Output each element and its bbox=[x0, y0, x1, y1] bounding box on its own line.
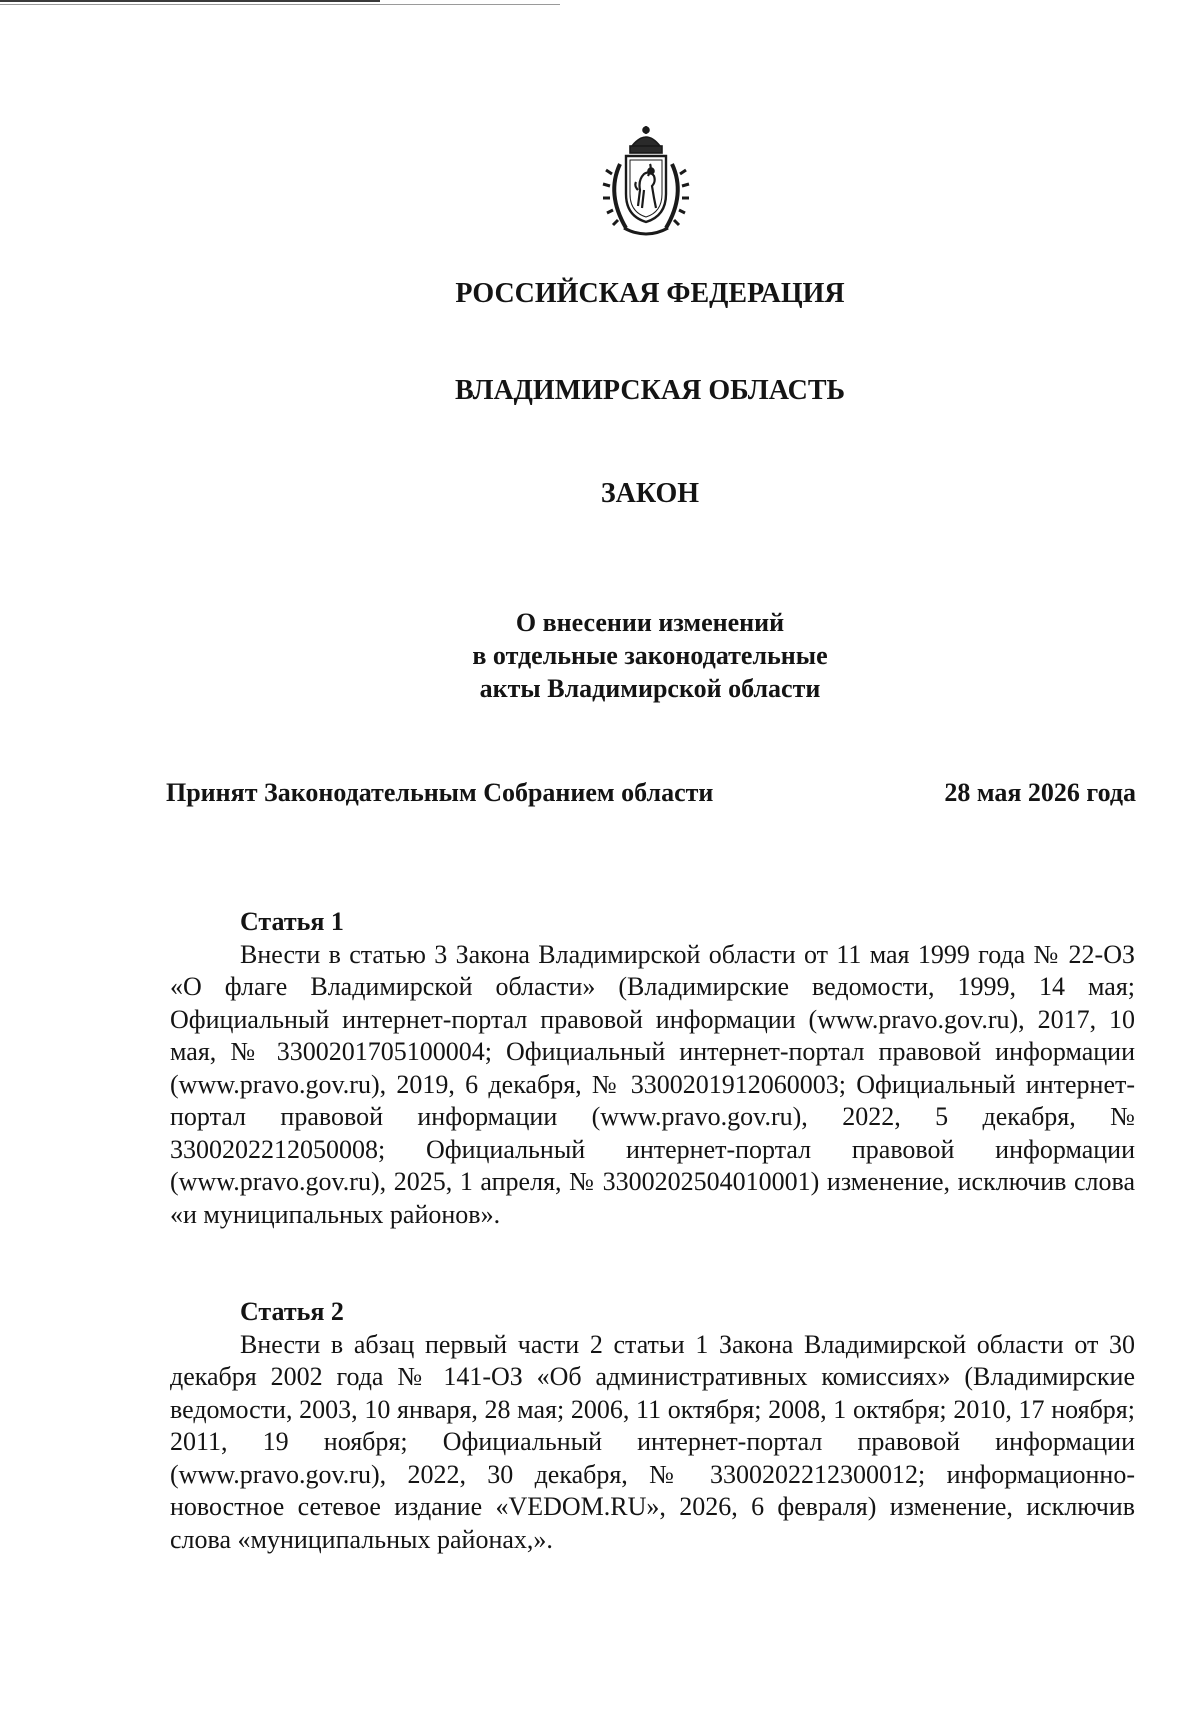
adoption-text: Принят Законодательным Собранием области bbox=[166, 778, 714, 807]
scan-edge-line bbox=[0, 0, 380, 2]
region-heading: ВЛАДИМИРСКАЯ ОБЛАСТЬ bbox=[454, 375, 846, 406]
country-heading: РОССИЙСКАЯ ФЕДЕРАЦИЯ bbox=[455, 278, 845, 309]
law-title-line: акты Владимирской области bbox=[479, 674, 821, 703]
law-title-line: в отдельные законодательные bbox=[472, 641, 828, 670]
document-type-heading: ЗАКОН bbox=[600, 478, 700, 509]
coat-of-arms-emblem bbox=[598, 124, 694, 242]
article-body: Внести в статью 3 Закона Владимирской области от 11 мая 1999 года № 22-ОЗ «О флаге Владимирской области» (Владимирские ведомости, 1999, 14 мая; Официальный интернет-портал правовой информации (www.pravo.gov.ru), 2017, 10 мая, № 3300201705100004; Официальный интернет-портал правовой информации (www.pravo.gov.ru), 2019, 6 декабря, № 3300201912060003; Официальный интернет-портал правовой информации (www.pravo.gov.ru), 2022, 5 декабря, № 3300202212050008; Официальный интернет-портал правовой информации (www.pravo.gov.ru), 2025, 1 апреля, № 3300202504010001) изменение, исключив слова «и муниципальных районов». bbox=[170, 939, 1135, 1229]
article-title: Статья 1 bbox=[240, 907, 344, 936]
law-title-line: О внесении изменений bbox=[515, 608, 785, 637]
adoption-line bbox=[166, 778, 1136, 808]
law-title bbox=[0, 606, 1200, 705]
adoption-date: 28 мая 2026 года bbox=[944, 778, 1136, 807]
article-body: Внести в абзац первый части 2 статьи 1 Закона Владимирской области от 30 декабря 2002 года № 141-ОЗ «Об административных комиссиях» (Владимирские ведомости, 2003, 10 января, 28 мая; 2006, 11 октября; 2008, 1 октября; 2010, 17 ноября; 2011, 19 ноября; Официальный интернет-портал правовой информации (www.pravo.gov.ru), 2022, 30 декабря, № 3300202212300012; информационно-новостное сетевое издание «VEDOM.RU», 2026, 6 февраля) изменение, исключив слова «муниципальных районах,». bbox=[170, 1329, 1135, 1554]
article-2 bbox=[170, 1296, 1135, 1556]
scan-edge-line-faint bbox=[0, 4, 560, 5]
article-title: Статья 2 bbox=[240, 1297, 344, 1326]
article-1 bbox=[170, 906, 1135, 1231]
